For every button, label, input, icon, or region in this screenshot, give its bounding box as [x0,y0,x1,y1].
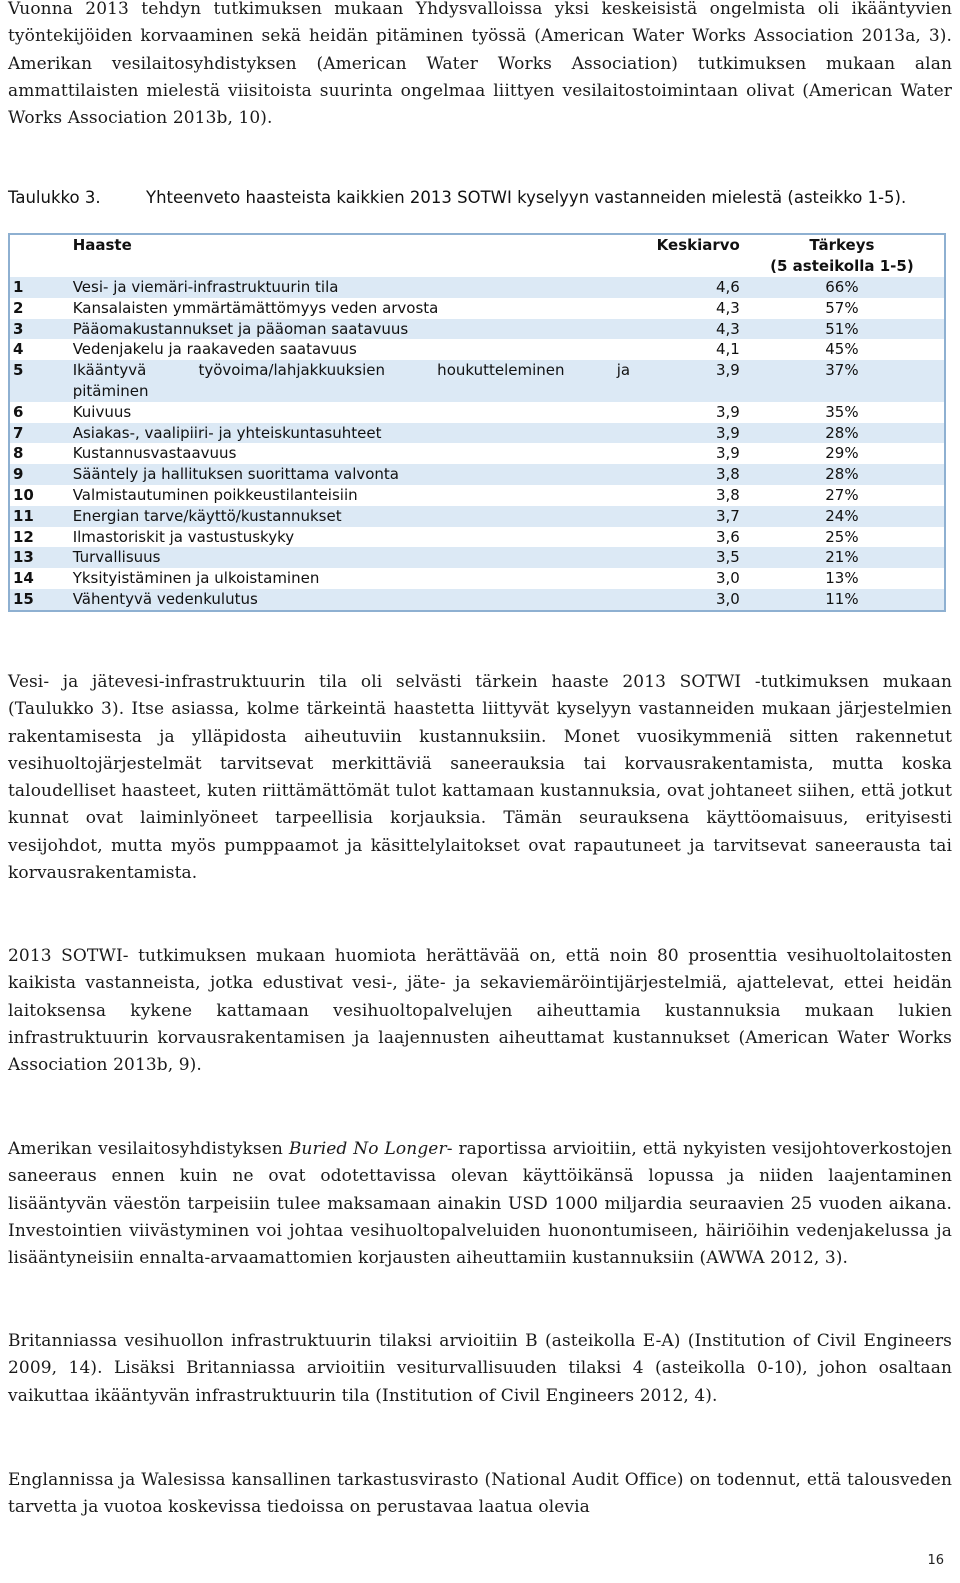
table-row [9,339,945,360]
table-row [9,464,945,485]
row-haaste-line1: Ikääntyvä työvoima/lahjakkuuksien houkutteleminen ja [72,361,631,380]
row-haaste: Valmistautuminen poikkeustilanteisiin [72,485,358,504]
row-haaste: Kansalaisten ymmärtämättömyys veden arvosta [72,298,439,317]
row-keskiarvo: 3,0 [716,569,740,588]
paragraph-infrastructure: Vesi- ja jätevesi-infrastruktuurin tila oli selvästi tärkein haaste 2013 SOTWI -tutkimuksen mukaan (Taulukko 3). Itse asiassa, kolme tärkeintä haastetta liittyvät kyselyyn vastanneiden mukaan järjestelmien rakentamisesta ja ylläpidosta aiheutuviin kustannuksiin. Monet vuosikymmeniä sitten rakennetut vesihuoltojärjestelmät tarvitsevat merkittäviä saneerauksia tai korvausrakentamista, mutta koska taloudelliset haasteet, kuten riittämättömät tulot kattamaan kustannuksia, ovat johtaneet siihen, että jotkut kunnat ovat laiminlyöneet tarpeellisia korjauksia. Tämän seurauksena käyttöomaisuus, erityisesti vesijohdot, mutta myös pumppaamot ja käsittelylaitokset ovat rapautuneet ja tarvitsevat saneerausta tai korvausrakentamista. [8,672,952,884]
row-number: 10 [13,485,34,504]
paragraph-buried-part2: - raportissa arvioitiin, että nykyisten vesijohtoverkostojen saneeraus ennen kuin ne ovat odotettavissa olevan käyttöikänsä lopussa ja niiden laajentaminen lisääntyvän väestön tarpeisiin tulee maksamaan ainakin USD 1000 miljardia seuraavien 25 vuoden aikana. Investointien viivästyminen voi johtaa vesihuoltopalveluiden huonontumiseen, häiriöihin vedenjakelussa ja lisääntyneisiin ennalta-arvaamattomien korjausten aiheuttamiin kustannuksiin (AWWA 2012, 3). [8,1139,952,1269]
row-haaste: Pääomakustannukset ja pääoman saatavuus [73,319,630,340]
report-title-italic: Buried No Longer [288,1139,447,1159]
table-row [9,319,945,340]
row-keskiarvo: 3,9 [716,402,740,421]
row-number: 13 [9,547,73,568]
row-haaste: Vesi- ja viemäri-infrastruktuurin tila [73,277,630,298]
row-keskiarvo: 4,6 [630,277,740,298]
row-keskiarvo: 3,7 [630,506,740,527]
paragraph-buried-part1: Amerikan vesilaitosyhdistyksen [8,1139,289,1159]
paragraph-intro: Vuonna 2013 tehdyn tutkimuksen mukaan Yhdysvalloissa yksi keskeisistä ongelmista oli ikääntyvien työntekijöiden korvaaminen sekä heidän pitäminen työssä (American Water Works Association 2013a, 3). Amerikan vesilaitosyhdistyksen (American Water Works Association) tutkimuksen mukaan alan ammattilaisten mielestä viisitoista suurinta ongelmaa liittyen vesilaitostoimintaan olivat (American Water Works Association 2013b, 10). [8,0,952,129]
paragraph-buried-no-longer [8,1136,952,1272]
row-tarkeys: 28% [740,423,945,444]
row-number: 11 [9,506,73,527]
row-haaste: Turvallisuus [73,547,630,568]
row-keskiarvo: 3,6 [716,527,740,546]
row-haaste: Kuivuus [72,402,132,421]
row-haaste: Vedenjakelu ja raakaveden saatavuus [72,340,357,359]
table-row [9,360,945,402]
row-tarkeys: 51% [740,319,945,340]
header-number [9,234,73,277]
challenges-table [8,233,946,612]
row-keskiarvo: 4,1 [716,340,740,359]
row-haaste [73,360,630,402]
header-tarkeys-line2: (5 asteikolla 1-5) [770,257,914,275]
row-tarkeys: 57% [825,298,859,317]
row-haaste: Ilmastoriskit ja vastustuskyky [72,527,295,546]
table-row [9,402,945,423]
table-row [9,589,945,611]
row-number: 6 [13,402,24,421]
table-row [9,506,945,527]
row-haaste: Asiakas-, vaalipiiri- ja yhteiskuntasuhteet [73,423,630,444]
row-number: 4 [13,340,24,359]
page-number: 16 [927,1553,944,1568]
row-number: 1 [9,277,73,298]
row-keskiarvo: 4,3 [630,319,740,340]
row-keskiarvo: 3,8 [630,464,740,485]
row-haaste: Yksityistäminen ja ulkoistaminen [72,569,320,588]
row-keskiarvo: 3,9 [630,423,740,444]
row-tarkeys: 13% [825,569,859,588]
table-row [9,277,945,298]
table-row [9,527,945,548]
row-tarkeys: 35% [825,402,859,421]
row-number: 9 [9,464,73,485]
row-tarkeys: 29% [825,444,859,463]
header-tarkeys [740,234,945,277]
row-keskiarvo: 3,8 [716,485,740,504]
header-haaste: Haaste [72,236,132,254]
table-caption [8,187,952,209]
table-caption-text: Yhteenveto haasteista kaikkien 2013 SOTWI kyselyyn vastanneiden mielestä (asteikko 1-5). [146,188,907,207]
table-header-row [9,234,945,277]
row-tarkeys: 21% [740,547,945,568]
row-number: 2 [13,298,24,317]
row-haaste-line2: pitäminen [72,381,149,400]
row-tarkeys: 25% [825,527,859,546]
row-haaste: Vähentyvä vedenkulutus [73,589,630,611]
table-row [9,423,945,444]
row-tarkeys: 27% [825,485,859,504]
row-keskiarvo: 3,9 [716,444,740,463]
row-keskiarvo: 3,9 [630,360,740,402]
table-row [9,485,945,506]
row-tarkeys: 28% [740,464,945,485]
row-tarkeys: 66% [740,277,945,298]
row-keskiarvo: 3,0 [630,589,740,611]
row-haaste: Energian tarve/käyttö/kustannukset [73,506,630,527]
row-tarkeys: 37% [740,360,945,402]
paragraph-sotwi: 2013 SOTWI- tutkimuksen mukaan huomiota herättävää on, että noin 80 prosenttia vesihuoltolaitosten kaikista vastanneista, jotka edustivat vesi-, jäte- ja sekaviemäröintijärjestelmiä, ajattelevat, ettei heidän laitoksensa kykene kattamaan vesihuoltopalvelujen aiheuttamia kustannuksia mukaan lukien infrastruktuurin korvausrakentamisen ja laajennusten aiheuttamat kustannukset (American Water Works Association 2013b, 9). [8,946,952,1076]
row-number: 8 [13,444,24,463]
row-haaste: Sääntely ja hallituksen suorittama valvonta [73,464,630,485]
row-tarkeys: 45% [825,340,859,359]
table-caption-label: Taulukko 3. [8,188,101,207]
row-tarkeys: 11% [740,589,945,611]
header-keskiarvo: Keskiarvo [656,236,740,254]
row-tarkeys: 24% [740,506,945,527]
row-number: 5 [9,360,73,402]
table-row [9,298,945,319]
row-keskiarvo: 4,3 [716,298,740,317]
row-number: 3 [9,319,73,340]
row-keskiarvo: 3,5 [630,547,740,568]
table-row [9,443,945,464]
paragraph-england-wales: Englannissa ja Walesissa kansallinen tarkastusvirasto (National Audit Office) on todennut, että talousveden tarvetta ja vuotoa koskevissa tiedoissa on perustavaa laatua olevia [8,1470,952,1518]
row-haaste: Kustannusvastaavuus [72,444,237,463]
row-number: 7 [9,423,73,444]
table-row [9,547,945,568]
table-row [9,568,945,589]
row-number: 14 [13,569,34,588]
paragraph-britain: Britanniassa vesihuollon infrastruktuurin tilaksi arvioitiin B (asteikolla E-A) (Institution of Civil Engineers 2009, 14). Lisäksi Britanniassa arvioitiin vesiturvallisuuden tilaksi 4 (asteikolla 0-10), johon osaltaan vaikuttaa ikääntyvän infrastruktuurin tila (Institution of Civil Engineers 2012, 4). [8,1331,952,1406]
row-number: 12 [13,527,34,546]
header-tarkeys-line1: Tärkeys [809,236,875,254]
row-number: 15 [9,589,73,611]
